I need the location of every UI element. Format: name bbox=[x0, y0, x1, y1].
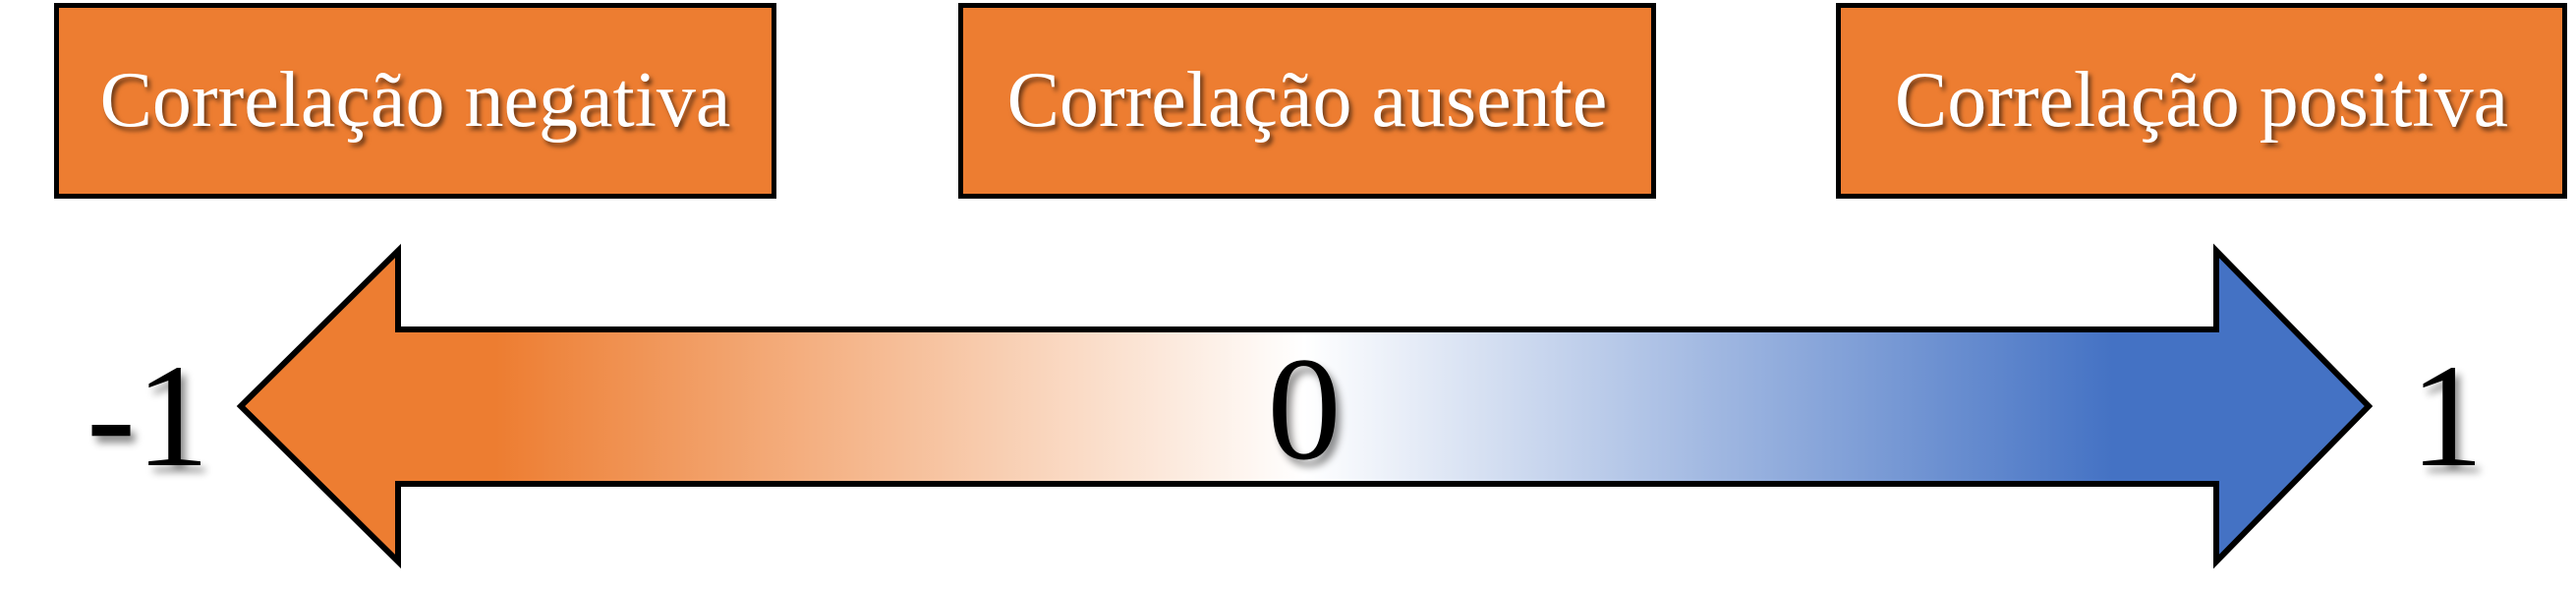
no-correlation-label: Correlação ausente bbox=[1006, 57, 1608, 144]
positive-correlation-label: Correlação positiva bbox=[1894, 57, 2509, 144]
scale-mid-label: 0 bbox=[1267, 327, 1342, 491]
negative-correlation-label: Correlação negativa bbox=[99, 57, 731, 144]
scale-min-label: -1 bbox=[86, 334, 209, 498]
scale-max-label: 1 bbox=[2410, 334, 2484, 498]
